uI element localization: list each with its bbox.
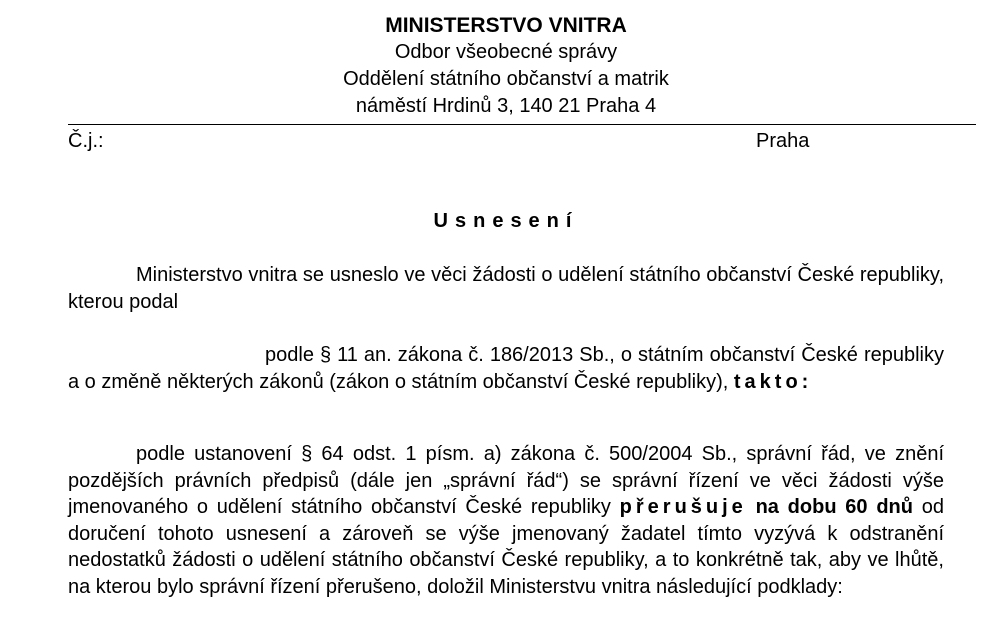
department-name: Odbor všeobecné správy (394, 41, 618, 63)
paragraph-legal-basis (68, 342, 944, 395)
section-name: Oddělení státního občanství a matrik (343, 68, 669, 90)
ministry-address: náměstí Hrdinů 3, 140 21 Praha 4 (355, 95, 657, 117)
ministry-name: MINISTERSTVO VNITRA (385, 14, 627, 37)
reference-number-label: Č.j.: (68, 130, 104, 152)
letterhead (0, 12, 997, 120)
takto-emphasis: takto: (733, 370, 813, 393)
paragraph-intro: Ministerstvo vnitra se usneslo ve věci žádosti o udělení státního občanství České republiky, kterou podal (68, 264, 944, 313)
legal-basis-text: podle § 11 an. zákona č. 186/2013 Sb., o státním občanství České republiky a o změně některých zákonů (zákon o státním občanství České republiky), (68, 344, 944, 393)
header-divider (68, 124, 976, 125)
decision-text-after: od doručení tohoto usnesení a zároveň se výše jmenovaný žadatel tímto vyzývá k odstranění nedostatků žádosti o udělení státního občanství České republiky, a to konkrétně tak, aby ve lhůtě, na kterou bylo správní řízení přerušeno, doložil Ministerstvu vnitra následující podklady: (68, 496, 944, 598)
decision-text-before: podle ustanovení § 64 odst. 1 písm. a) zákona č. 500/2004 Sb., správní řád, ve znění pozdějších právních předpisů (dále jen „správní řád“) se správní řízení ve věci žádosti výše jmenovaného o udělení státního občanství České republiky (68, 443, 944, 518)
decision-emphasis-duration: na dobu 60 dnů (755, 496, 913, 518)
document-place: Praha (756, 130, 810, 152)
document-title: Usnesení (433, 210, 579, 232)
decision-emphasis-interrupts: přerušuje (619, 496, 747, 518)
paragraph-decision (68, 441, 944, 600)
